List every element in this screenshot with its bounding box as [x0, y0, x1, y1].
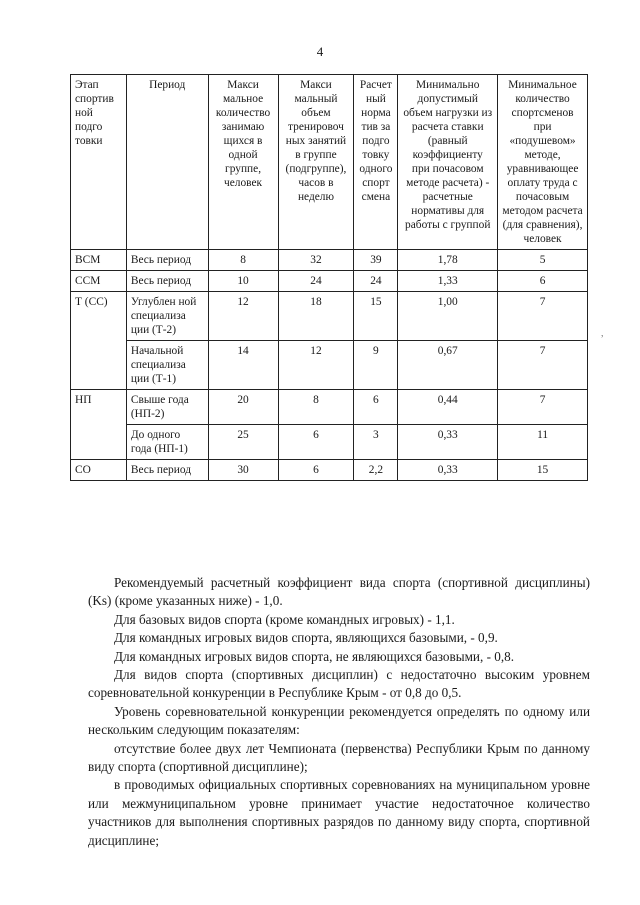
header-stage: Этап спортив ной подго товки [71, 75, 127, 250]
cell-min-athletes: 7 [498, 341, 588, 390]
cell-max-hours: 32 [278, 250, 354, 271]
cell-stage: ВСМ [71, 250, 127, 271]
paragraph: в проводимых официальных спортивных соревнованиях на муниципальном уровне или межмуниципальном уровне принимает участие недостаточное количество участников для выполнения спортивных разрядов по данному виду спорта, спортивной дисциплине; [88, 777, 590, 848]
cell-max-people: 8 [208, 250, 278, 271]
cell-max-hours: 18 [278, 292, 354, 341]
cell-min-load: 0,67 [398, 341, 498, 390]
header-max-hours: Макси мальный объем тренировоч ных занятий в группе (подгруппе), часов в неделю [278, 75, 354, 250]
margin-mark: , [601, 328, 604, 339]
header-max-people: Макси мальное количество занимаю щихся в одной группе, человек [208, 75, 278, 250]
cell-min-athletes: 7 [498, 292, 588, 341]
cell-max-people: 12 [208, 292, 278, 341]
table-row [71, 390, 588, 425]
cell-norm: 39 [354, 250, 398, 271]
body-text [88, 574, 590, 850]
cell-norm: 9 [354, 341, 398, 390]
cell-norm: 2,2 [354, 460, 398, 481]
cell-max-people: 20 [208, 390, 278, 425]
cell-period: Весь период [126, 460, 208, 481]
paragraph: Для командных игровых видов спорта, не являющихся базовыми, - 0,8. [114, 648, 515, 664]
cell-stage: Т (СС) [71, 292, 127, 390]
header-period: Период [126, 75, 208, 250]
cell-period: До одного года (НП-1) [126, 425, 208, 460]
cell-norm: 24 [354, 271, 398, 292]
paragraph: Для видов спорта (спортивных дисциплин) с недостаточно высоким уровнем соревновательной конкуренции в Республике Крым - от 0,8 до 0,5. [88, 667, 590, 701]
cell-max-people: 14 [208, 341, 278, 390]
cell-norm: 6 [354, 390, 398, 425]
paragraph: Рекомендуемый расчетный коэффициент вида спорта (спортивной дисциплины) (Ks) (кроме указанных ниже) - 1,0. [88, 575, 590, 609]
cell-min-load: 0,33 [398, 425, 498, 460]
cell-min-load: 0,44 [398, 390, 498, 425]
cell-max-hours: 12 [278, 341, 354, 390]
table-row [71, 250, 588, 271]
cell-min-load: 1,78 [398, 250, 498, 271]
cell-max-hours: 24 [278, 271, 354, 292]
cell-norm: 3 [354, 425, 398, 460]
cell-period: Начальной специализа ции (Т-1) [126, 341, 208, 390]
header-min-load: Минимально допустимый объем нагрузки из расчета ставки (равный коэффициенту при почасовом методе расчета) - расчетные нормативы для работы с группой [398, 75, 498, 250]
cell-period: Углублен ной специализа ции (Т-2) [126, 292, 208, 341]
header-min-athletes: Минимальное количество спортсменов при «подушевом» методе, уравнивающее оплату труда с почасовым методом расчета (для сравнения), человек [498, 75, 588, 250]
cell-max-people: 30 [208, 460, 278, 481]
paragraph: отсутствие более двух лет Чемпионата (первенства) Республики Крым по данному виду спорта (спортивной дисциплине); [88, 740, 590, 775]
cell-stage: НП [71, 390, 127, 460]
cell-min-athletes: 15 [498, 460, 588, 481]
cell-min-athletes: 11 [498, 425, 588, 460]
cell-max-hours: 8 [278, 390, 354, 425]
cell-period: Весь период [126, 250, 208, 271]
table-header-row [71, 75, 588, 250]
table-row [71, 271, 588, 292]
table-row [71, 292, 588, 341]
cell-min-athletes: 6 [498, 271, 588, 292]
cell-min-load: 1,00 [398, 292, 498, 341]
cell-stage: ССМ [71, 271, 127, 292]
page-number: 4 [316, 44, 324, 59]
table-row [71, 460, 588, 481]
cell-period: Свыше года (НП-2) [126, 390, 208, 425]
paragraph: Уровень соревновательной конкуренции рекомендуется определять по одному или нескольким следующим показателям: [88, 703, 590, 738]
table-row [71, 425, 588, 460]
cell-norm: 15 [354, 292, 398, 341]
paragraph: Для базовых видов спорта (кроме командных игровых) - 1,1. [114, 611, 455, 627]
paragraph: Для командных игровых видов спорта, являющихся базовыми, - 0,9. [114, 630, 498, 646]
cell-max-people: 25 [208, 425, 278, 460]
table-row [71, 341, 588, 390]
cell-min-load: 0,33 [398, 460, 498, 481]
header-norm: Расчет ный норма тив за подго товку одного спорт смена [354, 75, 398, 250]
cell-min-load: 1,33 [398, 271, 498, 292]
cell-stage: СО [71, 460, 127, 481]
cell-min-athletes: 7 [498, 390, 588, 425]
norms-table [70, 74, 588, 481]
cell-max-hours: 6 [278, 425, 354, 460]
cell-period: Весь период [126, 271, 208, 292]
cell-min-athletes: 5 [498, 250, 588, 271]
cell-max-hours: 6 [278, 460, 354, 481]
cell-max-people: 10 [208, 271, 278, 292]
